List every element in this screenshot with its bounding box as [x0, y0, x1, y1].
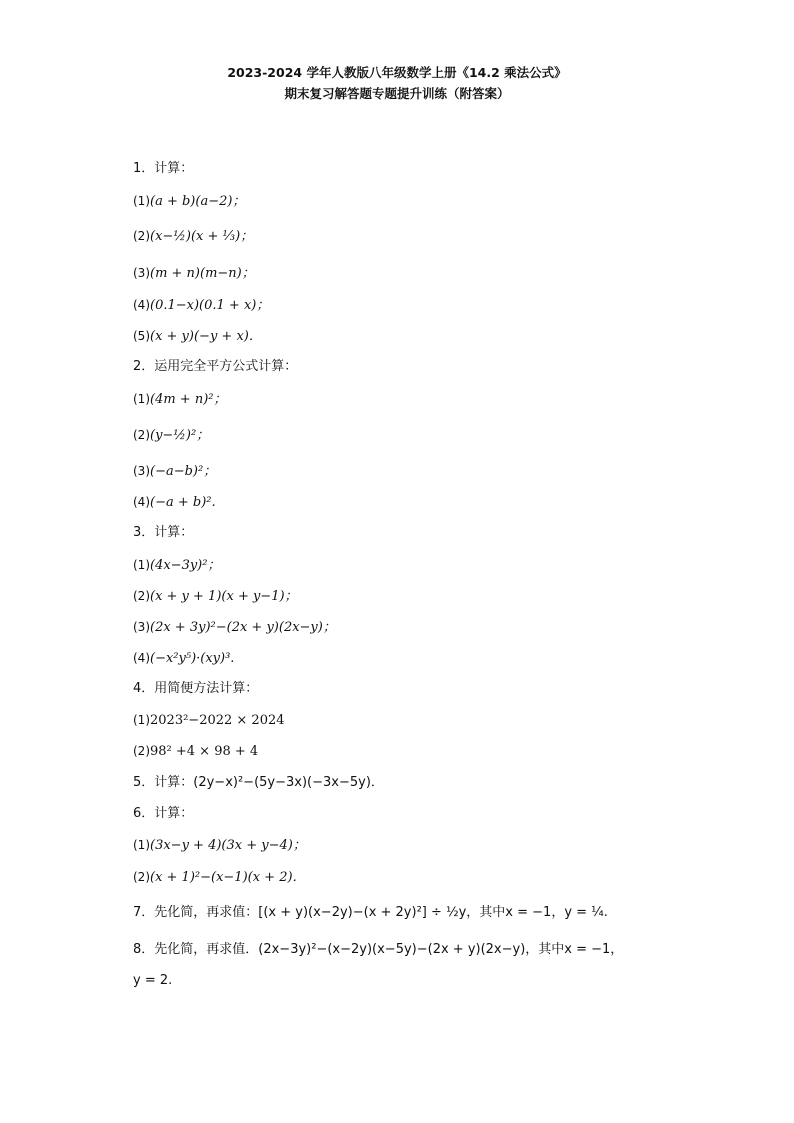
item-label: (2): [133, 428, 150, 442]
document-title-line-2: 期末复习解答题专题提升训练（附答案）: [284, 86, 510, 101]
question-2-item-4: [133, 493, 216, 512]
question-8-continuation: y = 2.: [133, 973, 173, 988]
item-label: (3): [133, 464, 150, 478]
question-6-item-2: [133, 868, 306, 887]
question-2-item-3: [133, 462, 216, 481]
math-expression: (−x²y⁵)·(xy)³.: [150, 651, 235, 666]
question-1-item-4: [133, 296, 269, 315]
item-label: (1): [133, 558, 150, 572]
item-label: (1): [133, 194, 150, 208]
math-expression: (3x−y + 4)(3x + y−4)；: [150, 838, 306, 853]
question-2-item-2: [133, 426, 209, 445]
question-5-header: 5．计算：(2y−x)²−(5y−3x)(−3x−5y)．: [133, 775, 384, 790]
math-expression: 98² +4 × 98 + 4: [150, 744, 259, 759]
math-expression: (x−½)(x + ⅓)；: [150, 229, 254, 244]
question-1-item-3: [133, 264, 255, 283]
question-3-item-4: [133, 649, 234, 668]
math-expression: (m + n)(m−n)；: [150, 266, 255, 281]
item-label: (2): [133, 229, 150, 243]
math-expression: (y−½)²；: [150, 428, 210, 443]
math-expression: (x + y)(−y + x)．: [150, 329, 262, 344]
question-4-item-1: [133, 711, 285, 730]
math-expression: 2023²−2022 × 2024: [150, 713, 285, 728]
item-label: (3): [133, 266, 150, 280]
math-expression: (x + 1)²−(x−1)(x + 2)．: [150, 870, 306, 885]
math-expression: (−a + b)².: [150, 495, 216, 510]
question-6-header: 6．计算：: [133, 806, 194, 821]
item-label: (4): [133, 298, 150, 312]
math-expression: (4x−3y)²；: [150, 558, 221, 573]
question-3-header: 3．计算：: [133, 525, 194, 540]
item-label: (2): [133, 870, 150, 884]
question-3-item-1: [133, 556, 220, 575]
item-label: (1): [133, 713, 150, 727]
question-8-header: 8．先化简，再求值．(2x−3y)²−(x−2y)(x−5y)−(2x + y)(2x−y)，其中x = −1，: [133, 942, 624, 957]
question-1-item-2: [133, 227, 253, 246]
item-label: (1): [133, 838, 150, 852]
math-expression: (−a−b)²；: [150, 464, 217, 479]
item-label: (5): [133, 329, 150, 343]
math-expression: (a + b)(a−2)；: [150, 194, 246, 209]
question-3-item-2: [133, 587, 298, 606]
item-label: (4): [133, 495, 150, 509]
item-label: (2): [133, 744, 150, 758]
question-3-item-3: [133, 618, 336, 637]
question-6-item-1: [133, 836, 306, 855]
question-1-item-1: [133, 192, 245, 211]
item-label: (2): [133, 589, 150, 603]
question-1-item-5: [133, 327, 262, 346]
document-title-line-1: 2023-2024 学年人教版八年级数学上册《14.2 乘法公式》: [227, 65, 567, 80]
math-expression: (x + y + 1)(x + y−1)；: [150, 589, 298, 604]
question-4-header: 4．用简便方法计算：: [133, 681, 259, 696]
item-label: (4): [133, 651, 150, 665]
question-2-item-1: [133, 390, 226, 409]
question-4-item-2: [133, 742, 258, 761]
question-2-header: 2．运用完全平方公式计算：: [133, 359, 298, 374]
question-7-header: 7．先化简，再求值：[(x + y)(x−2y)−(x + 2y)²] ÷ ½y，其中x = −1，y = ¼.: [133, 905, 608, 920]
math-expression: (0.1−x)(0.1 + x)；: [150, 298, 270, 313]
math-expression: (2x + 3y)²−(2x + y)(2x−y)；: [150, 620, 336, 635]
item-label: (1): [133, 392, 150, 406]
math-expression: (4m + n)²；: [150, 392, 227, 407]
item-label: (3): [133, 620, 150, 634]
question-1-header: 1．计算：: [133, 161, 194, 176]
